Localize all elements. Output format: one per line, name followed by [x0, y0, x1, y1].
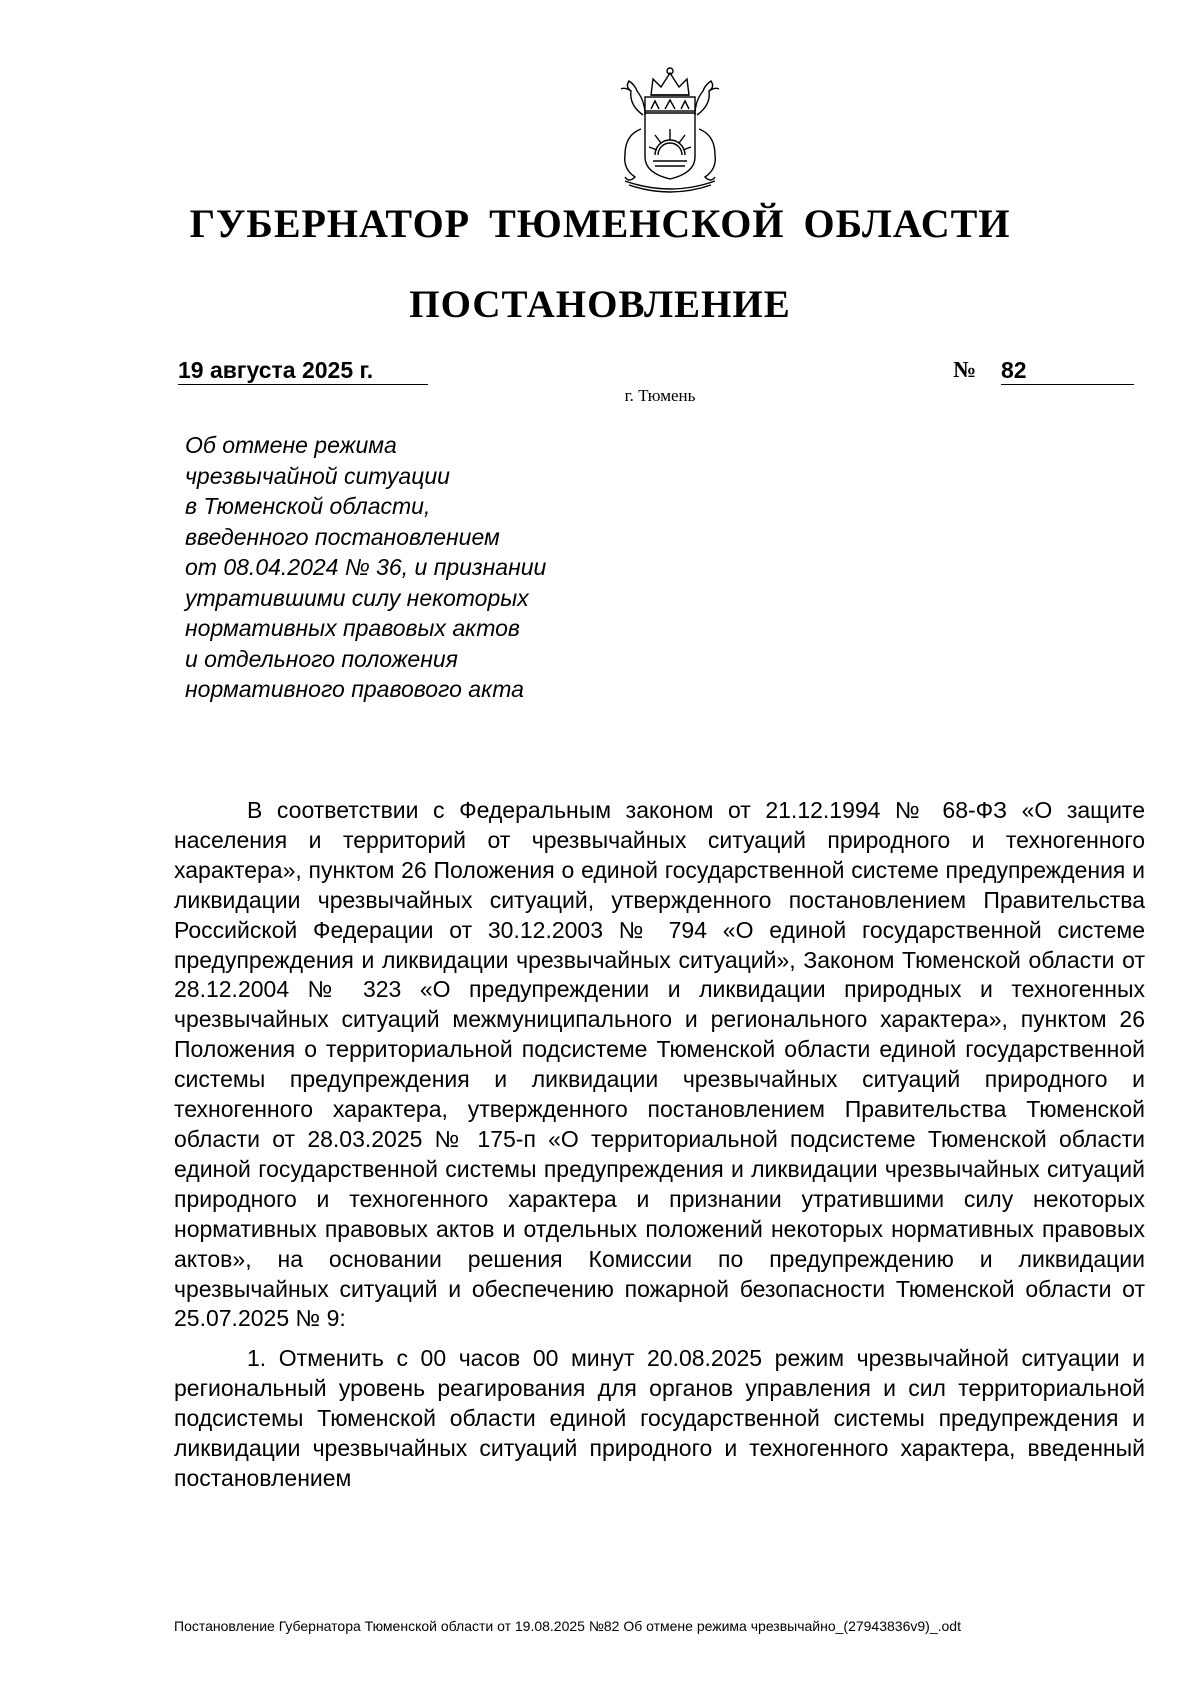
document-body: [174, 796, 1145, 1494]
subject-line: от 08.04.2024 № 36, и признании: [185, 554, 547, 580]
preamble-paragraph: В соответствии с Федеральным законом от 21.12.1994 № 68-ФЗ «О защите населения и территорий от чрезвычайных ситуаций природного и техногенного характера», пунктом 26 Положения о единой государственной системе предупреждения и ликвидации чрезвычайных ситуаций, утвержденного постановлением Правительства Российской Федерации от 30.12.2003 № 794 «О единой государственной системе предупреждения и ликвидации чрезвычайных ситуаций», Законом Тюменской области от 28.12.2004 № 323 «О предупреждении и ликвидации природных и техногенных чрезвычайных ситуаций межмуниципального и регионального характера», пунктом 26 Положения о территориальной подсистеме Тюменской области единой государственной системы предупреждения и ликвидации чрезвычайных ситуаций природного и техногенного характера, утвержденного постановлением Правительства Тюменской области от 28.03.2025 № 175-п «О территориальной подсистеме Тюменской области единой государственной системы предупреждения и ликвидации чрезвычайных ситуаций природного и техногенного характера и признании утратившими силу некоторых нормативных правовых актов и отдельных положений некоторых нормативных правовых актов», на основании решения Комиссии по предупреждению и ликвидации чрезвычайных ситуаций и обеспечению пожарной безопасности Тюменской области от 25.07.2025 № 9:: [174, 797, 1145, 1332]
subject-line: введенного постановлением: [185, 523, 500, 550]
city-label: г. Тюмень: [624, 386, 696, 405]
authority-title: ГУБЕРНАТОР ТЮМЕНСКОЙ ОБЛАСТИ: [189, 201, 1011, 246]
document-date: 19 августа 2025 г.: [178, 356, 428, 385]
subject-line: в Тюменской области,: [185, 493, 431, 519]
item-1-paragraph: 1. Отменить с 00 часов 00 минут 20.08.2025 режим чрезвычайной ситуации и региональный уровень реагирования для органов управления и сил территориальной подсистемы Тюменской области единой государственной системы предупреждения и ликвидации чрезвычайных ситуаций природного и техногенного характера, введенный постановлением: [174, 1345, 1145, 1491]
subject-line: чрезвычайной ситуации: [185, 462, 450, 489]
document-number: 82: [1001, 356, 1134, 385]
subject-line: нормативных правовых актов: [185, 615, 520, 641]
coat-of-arms-emblem: [595, 65, 745, 195]
document-subject: [185, 430, 645, 705]
page-footer: Постановление Губернатора Тюменской области от 19.08.2025 №82 Об отмене режима чрезвычайно_(27943836v9)_.odt: [174, 1618, 961, 1634]
subject-line: нормативного правового акта: [185, 676, 524, 702]
document-type-heading: ПОСТАНОВЛЕНИЕ: [409, 283, 791, 326]
subject-line: утратившими силу некоторых: [185, 584, 529, 611]
number-sign: №: [953, 357, 977, 382]
subject-line: Об отмене режима: [185, 432, 397, 458]
subject-line: и отдельного положения: [185, 645, 458, 672]
